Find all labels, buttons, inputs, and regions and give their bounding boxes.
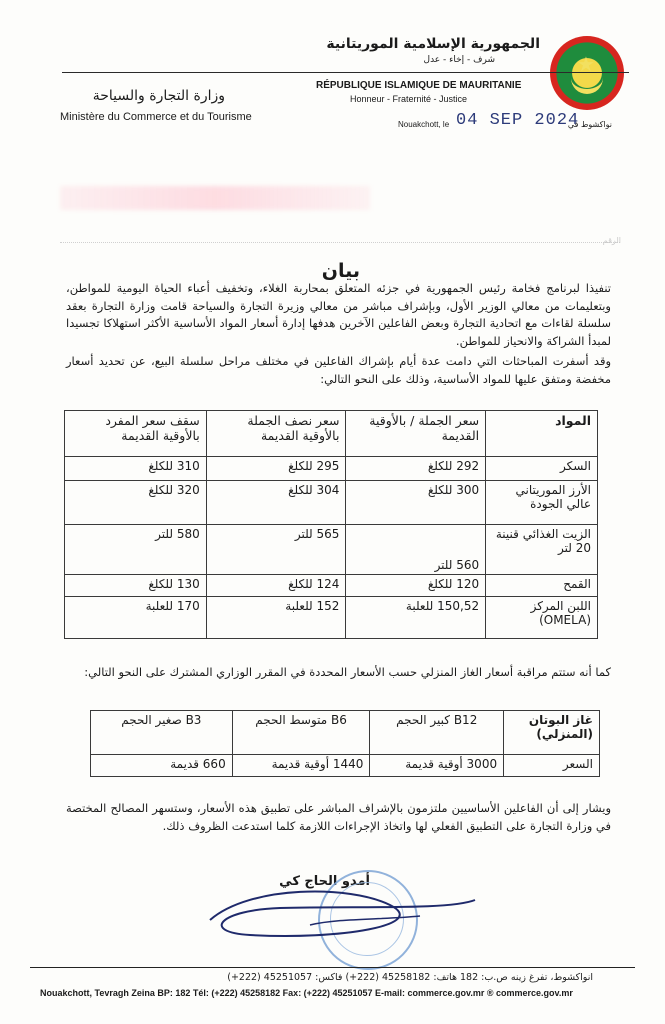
table-cell: B3 صغير الحجم	[91, 711, 233, 755]
column-header: سقف سعر المفرد بالأوقية القديمة	[65, 411, 207, 457]
table-row	[65, 597, 598, 639]
paragraph-closing: ويشار إلى أن الفاعلين الأساسيين ملتزمون بالإشراف المباشر على تطبيق هذه الأسعار، وستسهر المصالح المختصة في وزارة التجارة على التطبيق الفعلي لها واتخاذ الإجراءات اللازمة كلما استدعت الظروف ذلك.	[66, 801, 611, 833]
table-row	[65, 481, 598, 525]
table-cell: B6 متوسط الحجم	[232, 711, 370, 755]
star-icon: ★	[577, 52, 595, 76]
table-cell: 170 للعلبة	[65, 597, 207, 639]
reference-label: الرقم	[602, 236, 621, 245]
date-stamp: 04 SEP 2024	[456, 111, 580, 130]
paragraph-gas: كما أنه ستتم مراقبة أسعار الغاز المنزلي حسب الأسعار المحددة في المقرر الوزاري المشترك على النحو التالي:	[84, 665, 611, 679]
republic-fr: RÉPUBLIQUE ISLAMIQUE DE MAURITANIE	[316, 80, 522, 91]
table-cell: 300 للكلغ	[346, 481, 486, 525]
table-cell: 130 للكلغ	[65, 575, 207, 597]
table-cell: 295 للكلغ	[206, 457, 346, 481]
republic-ar: الجمهورية الإسلامية الموريتانية	[326, 36, 540, 52]
reference-line	[60, 242, 620, 243]
handwritten-signature	[190, 880, 480, 950]
column-header: سعر نصف الجملة بالأوقية القديمة	[206, 411, 346, 457]
table-cell: 320 للكلغ	[65, 481, 207, 525]
ministry-fr: Ministère du Commerce et du Tourisme	[60, 111, 252, 123]
footer-arabic: انواكشوط، تفرغ زينه ص.ب: 182 هاتف: 45258182 (222+) فاكس: 45251057 (222+)	[227, 972, 593, 983]
crescent-icon	[571, 62, 603, 94]
table-row	[65, 525, 598, 575]
table-cell: اللبن المركز (OMELA)	[486, 597, 598, 639]
table-cell: 150,52 للعلبة	[346, 597, 486, 639]
table-row	[91, 711, 600, 755]
table-header-row	[65, 411, 598, 457]
table-cell: 120 للكلغ	[346, 575, 486, 597]
table-cell: السكر	[486, 457, 598, 481]
column-header: المواد	[486, 411, 598, 457]
table-cell: 292 للكلغ	[346, 457, 486, 481]
table-cell: 124 للكلغ	[206, 575, 346, 597]
paragraph-negotiations: وقد أسفرت المباحثات التي دامت عدة أيام بإشراك الفاعلين في مختلف مراحل سلسلة البيع، عن تحديد أسعار مخفضة ومتفق عليها للمواد الأساسية، وذلك على النحو التالي:	[66, 354, 611, 386]
table-cell: 560 للتر	[346, 525, 486, 575]
place-fr: Nouakchott, le	[398, 120, 450, 129]
gas-table	[90, 710, 600, 777]
table-cell: السعر	[504, 755, 600, 777]
table-row	[65, 457, 598, 481]
table-cell: 304 للكلغ	[206, 481, 346, 525]
table-cell: 565 للتر	[206, 525, 346, 575]
column-header: سعر الجملة / بالأوقية القديمة	[346, 411, 486, 457]
signatory-name: أمدو الحاج كي	[279, 874, 370, 889]
footer-french: Nouakchott, Tevragh Zeina BP: 182 Tél: (+222) 45258182 Fax: (+222) 45251057 E-mail: commerce.gov.mr ® commerce.gov.mr	[40, 988, 573, 998]
table-row	[65, 575, 598, 597]
page-title: بيان	[321, 260, 360, 282]
table-cell: B12 كبير الحجم	[370, 711, 504, 755]
table-cell: 310 للكلغ	[65, 457, 207, 481]
table-cell: 580 للتر	[65, 525, 207, 575]
prices-table	[64, 410, 598, 639]
national-seal	[550, 36, 624, 110]
paragraph-intro: تنفيذا لبرنامج فخامة رئيس الجمهورية في جزئه المتعلق بمحاربة الغلاء، وتخفيف أعباء الحياة اليومية للمواطن، وبتعليمات من معالي الوزير الأول، وبإشراف مباشر من معالي وزيرة التجارة والسياحة قامت وزارة التجارة بعقد سلسلة لقاءات مع اتحادية التجارة وبعض الفاعلين الآخرين هدفها إدارة أسعار المواد الأساسية الأكثر استهلاكا تجسيدا لمبدأ الشراكة والانحياز للمواطن.	[66, 281, 611, 348]
ministry-ar: وزارة التجارة والسياحة	[92, 88, 225, 104]
table-cell: 660 قديمة	[91, 755, 233, 777]
header-rule	[62, 72, 629, 73]
table-row	[91, 755, 600, 777]
footer-rule	[30, 967, 635, 968]
table-cell: 1440 أوقية قديمة	[232, 755, 370, 777]
table-cell: 3000 أوقية قديمة	[370, 755, 504, 777]
motto-fr: Honneur - Fraternité - Justice	[350, 94, 468, 104]
table-cell: الزيت الغذائي قنينة 20 لتر	[486, 525, 598, 575]
redacted-area	[60, 186, 370, 210]
table-cell: الأرز الموريتاني عالي الجودة	[486, 481, 598, 525]
table-cell: 152 للعلبة	[206, 597, 346, 639]
table-cell: القمح	[486, 575, 598, 597]
table-cell: غاز البوتان (المنزلي)	[504, 711, 600, 755]
place-ar: نواكشوط في	[567, 120, 612, 129]
motto-ar: شرف - إخاء - عدل	[423, 55, 495, 65]
